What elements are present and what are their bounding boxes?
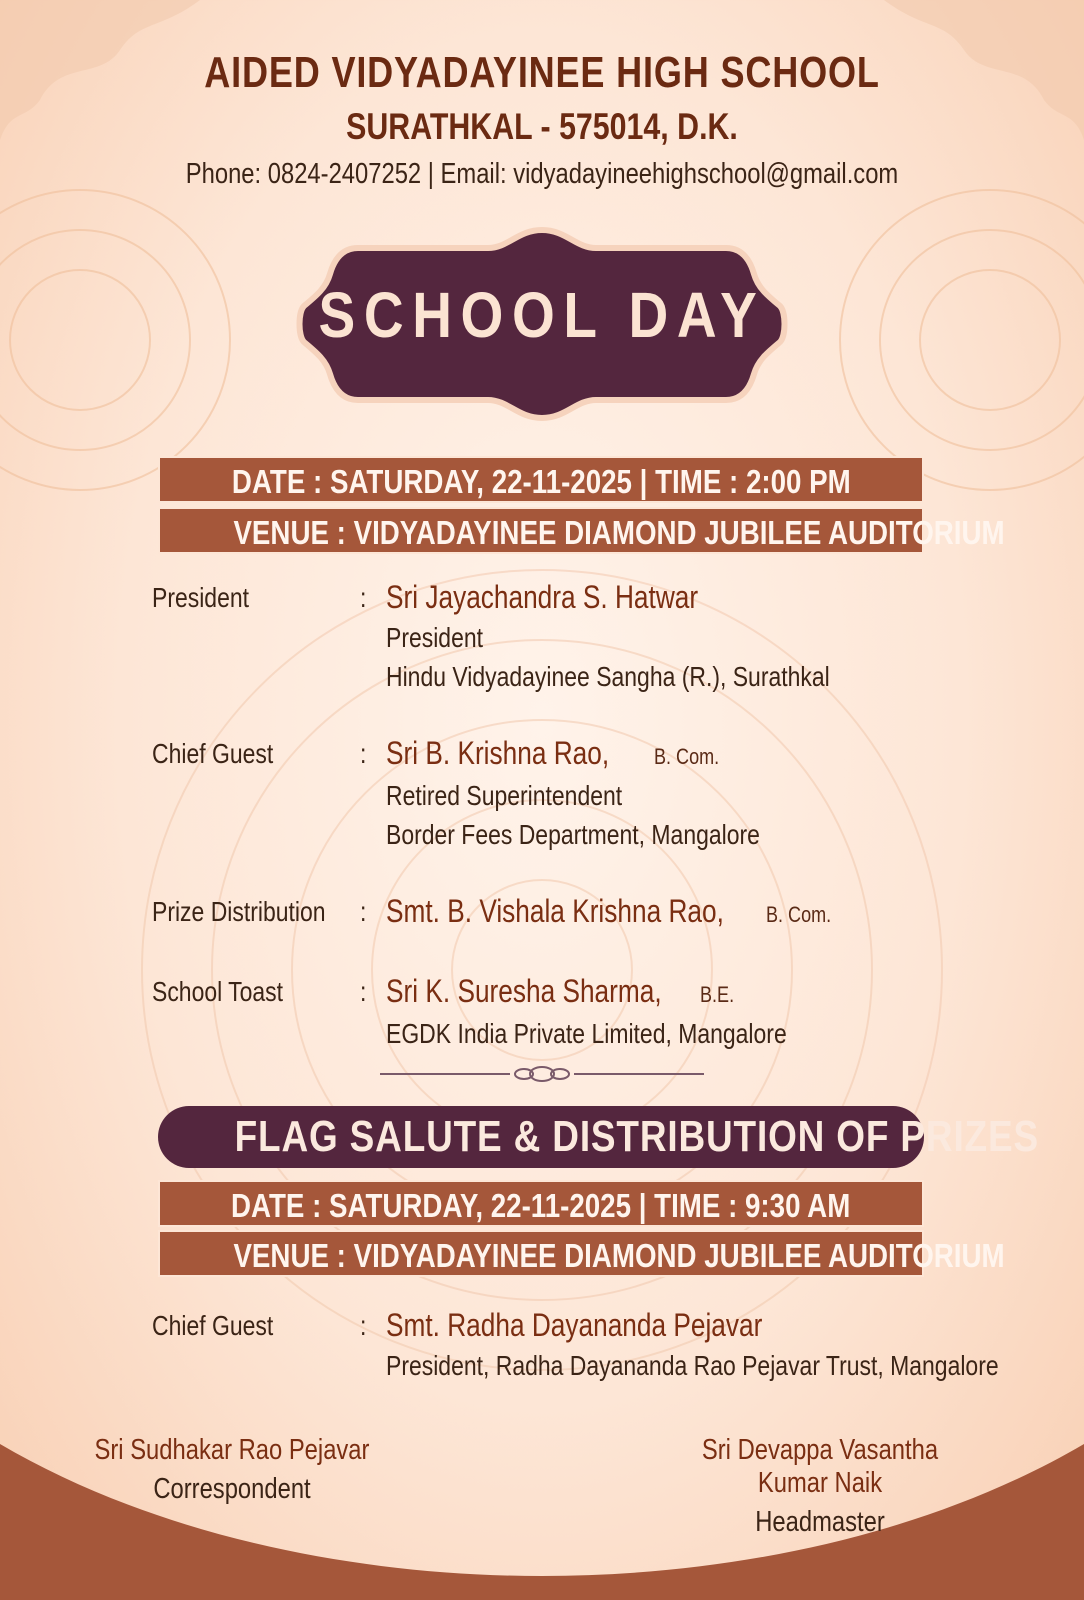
event2-date-line: DATE : SATURDAY, 22-11-2025 | TIME : 9:30 AM (231, 1187, 851, 1224)
divider-ornament (380, 1062, 704, 1086)
person-name: Sri B. Krishna Rao, (386, 735, 610, 771)
colon: : (360, 1310, 367, 1341)
school-address: SURATHKAL - 575014, D.K. (346, 106, 738, 147)
event1-venue-band (158, 507, 1005, 554)
header (0, 48, 1084, 191)
event1-venue-line: VENUE : VIDYADAYINEE DIAMOND JUBILEE AUDITORIUM (233, 514, 1005, 551)
detail-line: President (386, 622, 484, 653)
signature-left (52, 1434, 412, 1506)
event2-date-band (158, 1180, 924, 1227)
section2-title-text: FLAG SALUTE & DISTRIBUTION OF PRIZES (234, 1112, 1039, 1161)
colon: : (360, 896, 367, 927)
detail-line: EGDK India Private Limited, Mangalore (386, 1018, 787, 1049)
row-label: President (152, 582, 250, 613)
signatory-role: Headmaster (755, 1506, 885, 1538)
section2-title (158, 1106, 1039, 1168)
event2-venue-line: VENUE : VIDYADAYINEE DIAMOND JUBILEE AUDITORIUM (233, 1237, 1005, 1274)
signature-right (640, 1434, 1000, 1539)
signatory-name: Sri Devappa Vasantha Kumar Naik (701, 1434, 939, 1499)
detail-line: Border Fees Department, Mangalore (386, 819, 760, 850)
person-qualification: B. Com. (765, 902, 831, 927)
detail-line: Retired Superintendent (386, 780, 623, 811)
row-label: School Toast (152, 976, 284, 1007)
person-qualification: B.E. (699, 982, 735, 1007)
signatory-role: Correspondent (153, 1473, 311, 1505)
person-qualification: B. Com. (653, 744, 720, 769)
school-name: AIDED VIDYADAYINEE HIGH SCHOOL (204, 48, 880, 97)
school-contact: Phone: 0824-2407252 | Email: vidyadayineehighschool@gmail.com (185, 158, 899, 190)
event1-date-band (158, 456, 924, 503)
detail-line: Hindu Vidyadayinee Sangha (R.), Surathkal (386, 661, 830, 692)
signatory-name: Sri Sudhakar Rao Pejavar (94, 1434, 370, 1466)
person-name: Smt. Radha Dayananda Pejavar (386, 1307, 763, 1343)
person-name: Sri Jayachandra S. Hatwar (386, 579, 699, 615)
detail-line: President, Radha Dayananda Rao Pejavar Trust, Mangalore (386, 1350, 999, 1381)
event2-venue-band (158, 1230, 1005, 1277)
colon: : (360, 738, 367, 769)
person-name: Sri K. Suresha Sharma, (386, 973, 662, 1009)
row-label: Chief Guest (152, 738, 274, 769)
row-label: Prize Distribution (152, 896, 326, 927)
person-name: Smt. B. Vishala Krishna Rao, (386, 893, 724, 929)
row-label: Chief Guest (152, 1310, 274, 1341)
event1-date-line: DATE : SATURDAY, 22-11-2025 | TIME : 2:00 PM (231, 463, 851, 500)
colon: : (360, 582, 367, 613)
colon: : (360, 976, 367, 1007)
page-title: SCHOOL DAY (318, 279, 766, 351)
